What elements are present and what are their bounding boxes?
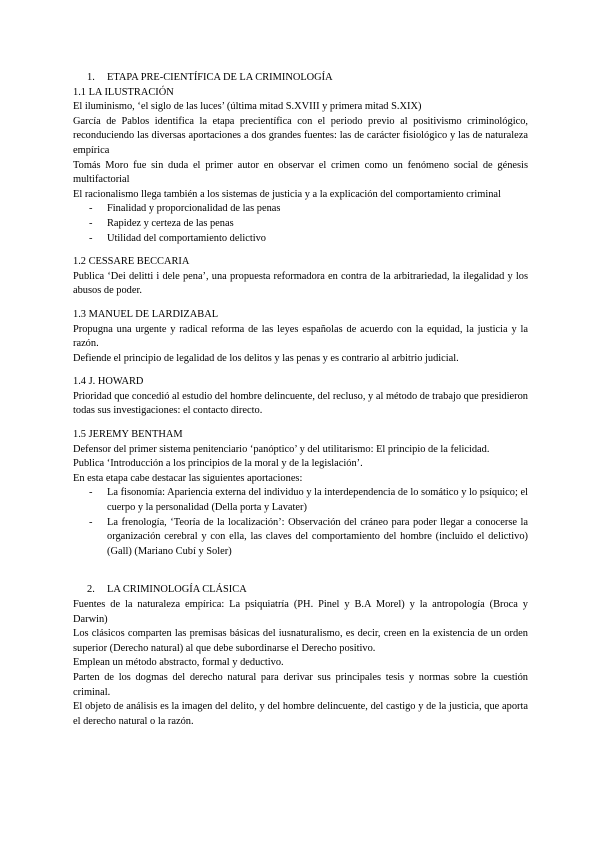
- section-1-heading: [87, 71, 528, 86]
- document-body: [73, 71, 528, 729]
- paragraph: El objeto de análisis es la imagen del delito, y del hombre delincuente, del castigo y de la justicia, que aporta el derecho natural o la razón.: [73, 701, 528, 727]
- subsection-1-5-heading: 1.5 JEREMY BENTHAM: [73, 429, 183, 441]
- dash-bullet: -: [89, 516, 93, 528]
- paragraph: Publica ‘Introducción a los principios de la moral y de la legislación’.: [73, 458, 363, 470]
- section-2-number: 2.: [87, 584, 95, 596]
- dash-bullet: -: [89, 232, 93, 244]
- list-item: [73, 202, 528, 217]
- paragraph: Parten de los dogmas del derecho natural para derivar sus principales tesis y normas sobre la cuestión criminal.: [73, 671, 528, 698]
- paragraph: Fuentes de la naturaleza empírica: La psiquiatría (PH. Pinel y B.A Morel) y la antropología (Broca y Darwin): [73, 599, 528, 625]
- subsection-1-2-heading: 1.2 CESSARE BECCARIA: [73, 256, 190, 268]
- paragraph: Propugna una urgente y radical reforma de las leyes españolas de acuerdo con la equidad, la justicia y la razón.: [73, 323, 528, 350]
- dash-bullet: -: [89, 203, 93, 215]
- dash-bullet: -: [89, 487, 93, 499]
- section-2: [73, 583, 528, 729]
- list-item-text: La frenología, ‘Teoría de la localización’: Observación del cráneo para poder llegar a conocerse la organización cerebral y con ella, las claves del comportamiento del hombre (incluido el delictivo) (Gall) (Mariano Cubí y Soler): [107, 516, 528, 557]
- section-2-heading: [87, 583, 528, 598]
- paragraph: En esta etapa cabe destacar las siguientes aportaciones:: [73, 472, 303, 484]
- paragraph: El iluminismo, ‘el siglo de las luces’ (última mitad S.XVIII y primera mitad S.XIX): [73, 101, 422, 113]
- bullet-list: [73, 202, 528, 246]
- list-item-text: La fisonomía: Apariencia externa del individuo y la interdependencia de lo somático y lo psíquico; el cuerpo y la personalidad (Della porta y Lavater): [107, 487, 528, 514]
- list-item: [73, 486, 528, 515]
- subsection-1-5: [73, 428, 528, 559]
- paragraph: Los clásicos comparten las premisas básicas del iusnaturalismo, es decir, creen en la existencia de un orden superior (Derecho natural) al que debe subordinarse el Derecho positivo.: [73, 628, 528, 654]
- paragraph: Tomás Moro fue sin duda el primer autor en observar el crimen como un fenómeno social de génesis multifactorial: [73, 159, 528, 186]
- bullet-list: [73, 486, 528, 559]
- subsection-1-3: [73, 308, 528, 366]
- subsection-1-2: [73, 255, 528, 299]
- subsection-1-3-heading: 1.3 MANUEL DE LARDIZABAL: [73, 308, 219, 320]
- section-1-title: ETAPA PRE-CIENTÍFICA DE LA CRIMINOLOGÍA: [107, 72, 333, 83]
- list-item: [73, 217, 528, 232]
- paragraph: Defiende el principio de legalidad de los delitos y las penas y es contrario al arbitrio judicial.: [73, 352, 459, 364]
- paragraph: Publica ‘Dei delitti i dele pena’, una propuesta reformadora en contra de la arbitrariedad, la ilegalidad y los abusos de poder.: [73, 270, 528, 297]
- subsection-1-4-heading: 1.4 J. HOWARD: [73, 376, 144, 388]
- subsection-1-4: [73, 375, 528, 419]
- list-item-text: Rapidez y certeza de las penas: [107, 217, 234, 229]
- list-item-text: Finalidad y proporcionalidad de las penas: [107, 203, 281, 215]
- paragraph: García de Pablos identifica la etapa precientífica con el periodo previo al positivismo criminológico, reconduciendo las diversas aportaciones a dos grandes fuentes: las de carácter fisiológico y las de naturaleza empírica: [73, 115, 528, 156]
- list-item: [73, 516, 528, 560]
- section-2-title: LA CRIMINOLOGÍA CLÁSICA: [107, 584, 247, 596]
- paragraph: El racionalismo llega también a los sistemas de justicia y a la explicación del comportamiento criminal: [73, 188, 501, 200]
- paragraph: Emplean un método abstracto, formal y deductivo.: [73, 657, 284, 669]
- list-item-text: Utilidad del comportamiento delictivo: [107, 232, 266, 244]
- section-1-number: 1.: [87, 72, 95, 83]
- dash-bullet: -: [89, 217, 93, 229]
- paragraph: Defensor del primer sistema penitenciario ‘panóptico’ y del utilitarismo: El principio de la felicidad.: [73, 443, 490, 455]
- list-item: [73, 232, 528, 247]
- paragraph: Prioridad que concedió al estudio del hombre delincuente, del recluso, y al método de trabajo que presidieron todas sus investigaciones: el contacto directo.: [73, 390, 528, 417]
- subsection-1-1-heading: 1.1 LA ILUSTRACIÓN: [73, 86, 174, 98]
